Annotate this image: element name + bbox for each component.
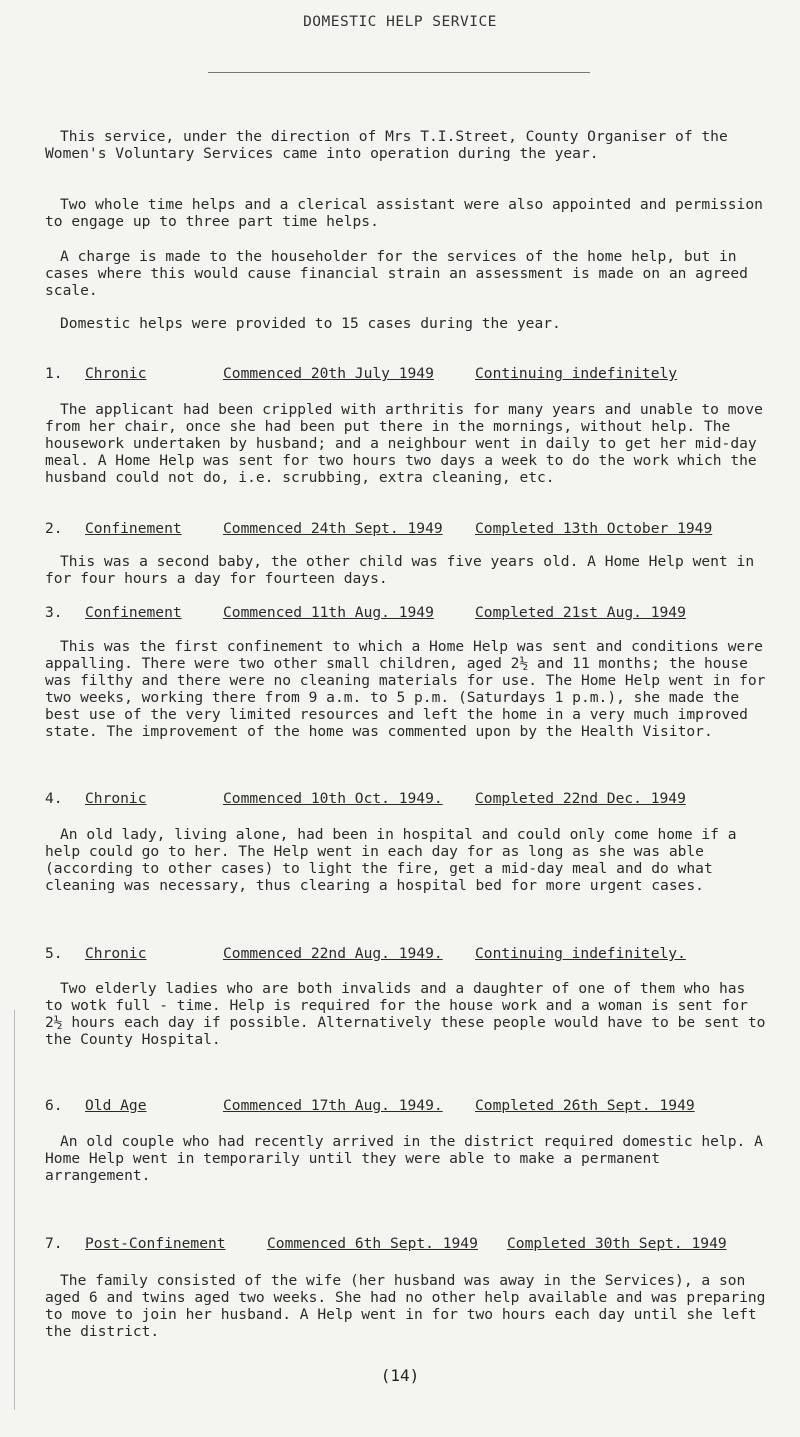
page-title: DOMESTIC HELP SERVICE [303, 14, 497, 30]
case-commenced: Commenced 20th July 1949 [223, 365, 434, 382]
case-number: 2. [45, 520, 63, 537]
case-number: 7. [45, 1235, 63, 1252]
case-commenced: Commenced 11th Aug. 1949 [223, 604, 434, 621]
case-description: An old lady, living alone, had been in hospital and could only come home if a help could go to her. The Help went in each day for as long as she was able (according to other cases) to light the fire, get a mid-day meal and do what cleaning was necessary, thus clearing a hospital bed for more urgent cases. [45, 826, 737, 894]
case-type: Confinement [85, 520, 182, 537]
intro-paragraph-1: This service, under the direction of Mrs T.I.Street, County Organiser of the Women's Voluntary Services came into operation during the year. [45, 128, 728, 162]
case-type: Post-Confinement [85, 1235, 226, 1252]
case-outcome: Completed 22nd Dec. 1949 [475, 790, 686, 807]
case-header [45, 604, 785, 624]
case-outcome: Completed 26th Sept. 1949 [475, 1097, 695, 1114]
case-number: 4. [45, 790, 63, 807]
intro-paragraph-4: Domestic helps were provided to 15 cases during the year. [60, 315, 561, 332]
case-header [45, 1097, 785, 1117]
case-commenced: Commenced 10th Oct. 1949. [223, 790, 443, 807]
case-commenced: Commenced 24th Sept. 1949 [223, 520, 443, 537]
case-header [45, 945, 785, 965]
case-type: Chronic [85, 790, 147, 807]
case-number: 5. [45, 945, 63, 962]
case-type: Old Age [85, 1097, 147, 1114]
case-description: This was a second baby, the other child was five years old. A Home Help went in for four hours a day for fourteen days. [45, 553, 755, 587]
page-number: (14) [380, 1366, 420, 1385]
case-commenced: Commenced 22nd Aug. 1949. [223, 945, 443, 962]
case-outcome: Completed 30th Sept. 1949 [507, 1235, 727, 1252]
title-underline [208, 72, 590, 73]
case-header [45, 790, 785, 810]
case-number: 3. [45, 604, 63, 621]
scan-margin-line [14, 1010, 15, 1410]
case-outcome: Continuing indefinitely. [475, 945, 686, 962]
case-commenced: Commenced 17th Aug. 1949. [223, 1097, 443, 1114]
case-description: This was the first confinement to which a Home Help was sent and conditions were appalling. There were two other small children, aged 2½ and 11 months; the house was filthy and there were no cleaning materials for use. The Home Help went in for two weeks, working there from 9 a.m. to 5 p.m. (Saturdays 1 p.m.), she made the best use of the very limited resources and left the home in a very much improved state. The improvement of the home was commented upon by the Health Visitor. [45, 638, 766, 740]
case-number: 6. [45, 1097, 63, 1114]
case-outcome: Completed 13th October 1949 [475, 520, 713, 537]
case-type: Confinement [85, 604, 182, 621]
case-description: The family consisted of the wife (her husband was away in the Services), a son aged 6 and twins aged two weeks. She had no other help available and was preparing to move to join her husband. A Help went in for two hours each day until she left the district. [45, 1272, 766, 1340]
intro-paragraph-2: Two whole time helps and a clerical assistant were also appointed and permission to engage up to three part time helps. [45, 196, 763, 230]
case-header [45, 1235, 785, 1255]
case-type: Chronic [85, 365, 147, 382]
intro-paragraph-3: A charge is made to the householder for the services of the home help, but in cases where this would cause financial strain an assessment is made on an agreed scale. [45, 248, 748, 299]
case-type: Chronic [85, 945, 147, 962]
case-description: Two elderly ladies who are both invalids and a daughter of one of them who has to wotk full - time. Help is required for the house work and a woman is sent for 2½ hours each day if possible. Alternatively these people would have to be sent to the County Hospital. [45, 980, 766, 1048]
case-header [45, 365, 785, 385]
case-description: An old couple who had recently arrived in the district required domestic help. A Home Help went in temporarily until they were able to make a permanent arrangement. [45, 1133, 763, 1184]
case-outcome: Completed 21st Aug. 1949 [475, 604, 686, 621]
case-commenced: Commenced 6th Sept. 1949 [267, 1235, 478, 1252]
case-outcome: Continuing indefinitely [475, 365, 678, 382]
case-header [45, 520, 785, 540]
case-number: 1. [45, 365, 63, 382]
case-description: The applicant had been crippled with arthritis for many years and unable to move from her chair, once she had been put there in the mornings, without help. The housework undertaken by husband; and a neighbour went in daily to get her mid-day meal. A Home Help was sent for two hours two days a week to do the work which the husband could not do, i.e. scrubbing, extra cleaning, etc. [45, 401, 763, 486]
